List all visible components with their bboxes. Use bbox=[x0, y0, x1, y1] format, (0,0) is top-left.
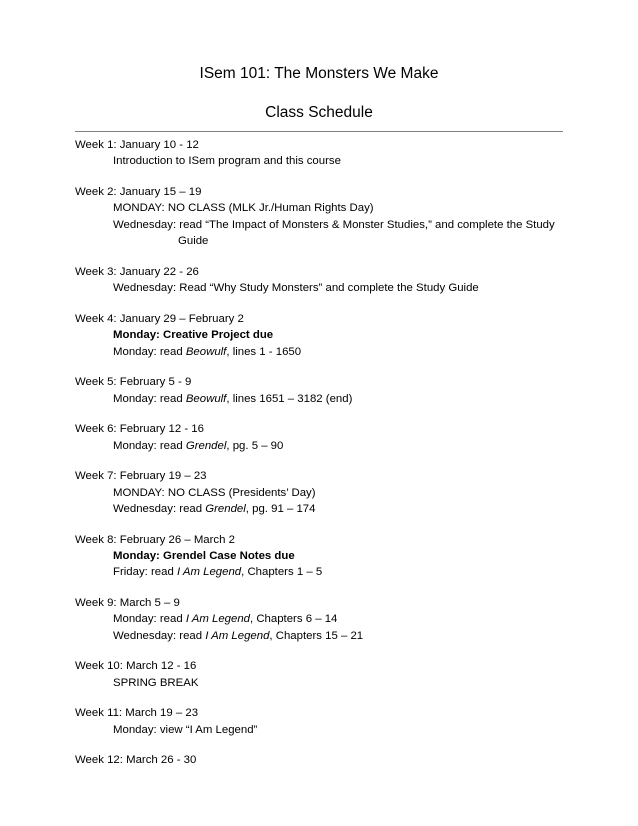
week-item-post: , Chapters 6 – 14 bbox=[250, 613, 338, 626]
week-item: MONDAY: NO CLASS (Presidents’ Day) bbox=[113, 486, 316, 499]
week-block bbox=[75, 311, 570, 360]
week-item-pre: Wednesday: read bbox=[113, 629, 206, 642]
week-item: Introduction to ISem program and this course bbox=[113, 155, 341, 168]
week-item-post: , Chapters 15 – 21 bbox=[269, 629, 364, 642]
week-block bbox=[75, 421, 570, 454]
week-item-post: , lines 1651 – 3182 (end) bbox=[226, 392, 353, 405]
week-block bbox=[75, 137, 570, 170]
week-item bbox=[75, 438, 570, 454]
week-heading: Week 2: January 15 – 19 bbox=[75, 186, 202, 198]
week-item bbox=[75, 217, 570, 250]
week-item bbox=[75, 501, 570, 517]
schedule-subtitle bbox=[0, 103, 638, 123]
week-item bbox=[75, 628, 570, 644]
week-block bbox=[75, 184, 570, 250]
week-heading: Week 5: February 5 - 9 bbox=[75, 376, 192, 389]
week-item: SPRING BREAK bbox=[113, 676, 199, 689]
week-item-post: , pg. 5 – 90 bbox=[226, 439, 284, 452]
week-item: Monday: view “I Am Legend” bbox=[113, 723, 258, 736]
week-item-continuation: Guide bbox=[178, 235, 209, 248]
book-title: Grendel bbox=[205, 503, 246, 516]
book-title: Beowulf bbox=[185, 392, 227, 405]
week-heading: Week 4: January 29 – February 2 bbox=[75, 312, 244, 325]
week-heading: Week 12: March 26 - 30 bbox=[75, 754, 197, 767]
week-item-text: Wednesday: read “The Impact of Monsters & Monster Studies,” and complete the Study bbox=[113, 218, 555, 231]
course-title: ISem 101: The Monsters We Make bbox=[199, 65, 439, 82]
week-item-pre: Monday: read bbox=[113, 613, 186, 626]
week-item-post: , Chapters 1 – 5 bbox=[241, 566, 323, 579]
week-heading: Week 3: January 22 - 26 bbox=[75, 265, 199, 278]
week-heading: Week 11: March 19 – 23 bbox=[75, 707, 199, 720]
week-item: MONDAY: NO CLASS (MLK Jr./Human Rights Day) bbox=[113, 202, 374, 215]
week-item-pre: Monday: read bbox=[113, 345, 186, 358]
week-item-pre: Wednesday: read bbox=[113, 503, 206, 516]
schedule-list bbox=[75, 137, 570, 783]
week-heading: Week 10: March 12 - 16 bbox=[75, 660, 197, 673]
assignment-due: Monday: Grendel Case Notes due bbox=[113, 550, 295, 563]
week-item-post: , lines 1 - 1650 bbox=[226, 345, 302, 358]
book-title: I Am Legend bbox=[205, 629, 270, 642]
week-block bbox=[75, 374, 570, 407]
book-title: I Am Legend bbox=[185, 613, 250, 626]
week-heading: Week 1: January 10 - 12 bbox=[75, 139, 199, 151]
book-title: I Am Legend bbox=[176, 566, 242, 579]
week-item-pre: Monday: read bbox=[113, 439, 186, 452]
week-heading: Week 7: February 19 – 23 bbox=[75, 470, 207, 483]
assignment-due: Monday: Creative Project due bbox=[113, 329, 274, 342]
week-block bbox=[75, 705, 570, 738]
schedule-subtitle-text: Class Schedule bbox=[265, 104, 373, 121]
week-item bbox=[75, 391, 570, 407]
week-block bbox=[75, 658, 570, 691]
week-item-pre: Monday: read bbox=[113, 392, 186, 405]
week-block bbox=[75, 532, 570, 581]
week-item bbox=[75, 344, 570, 360]
week-heading: Week 6: February 12 - 16 bbox=[75, 423, 204, 436]
week-block bbox=[75, 468, 570, 517]
week-item bbox=[75, 611, 570, 627]
week-item-post: , pg. 91 – 174 bbox=[245, 503, 316, 516]
week-block bbox=[75, 595, 570, 644]
week-block bbox=[75, 264, 570, 297]
week-item-pre: Friday: read bbox=[113, 566, 177, 579]
header-divider bbox=[75, 131, 563, 132]
week-item: Wednesday: Read “Why Study Monsters” and complete the Study Guide bbox=[113, 282, 479, 295]
week-item bbox=[75, 564, 570, 580]
week-heading: Week 8: February 26 – March 2 bbox=[75, 533, 235, 546]
book-title: Grendel bbox=[185, 439, 227, 452]
week-heading: Week 9: March 5 – 9 bbox=[75, 597, 180, 610]
book-title: Beowulf bbox=[185, 345, 227, 358]
week-block bbox=[75, 752, 570, 768]
